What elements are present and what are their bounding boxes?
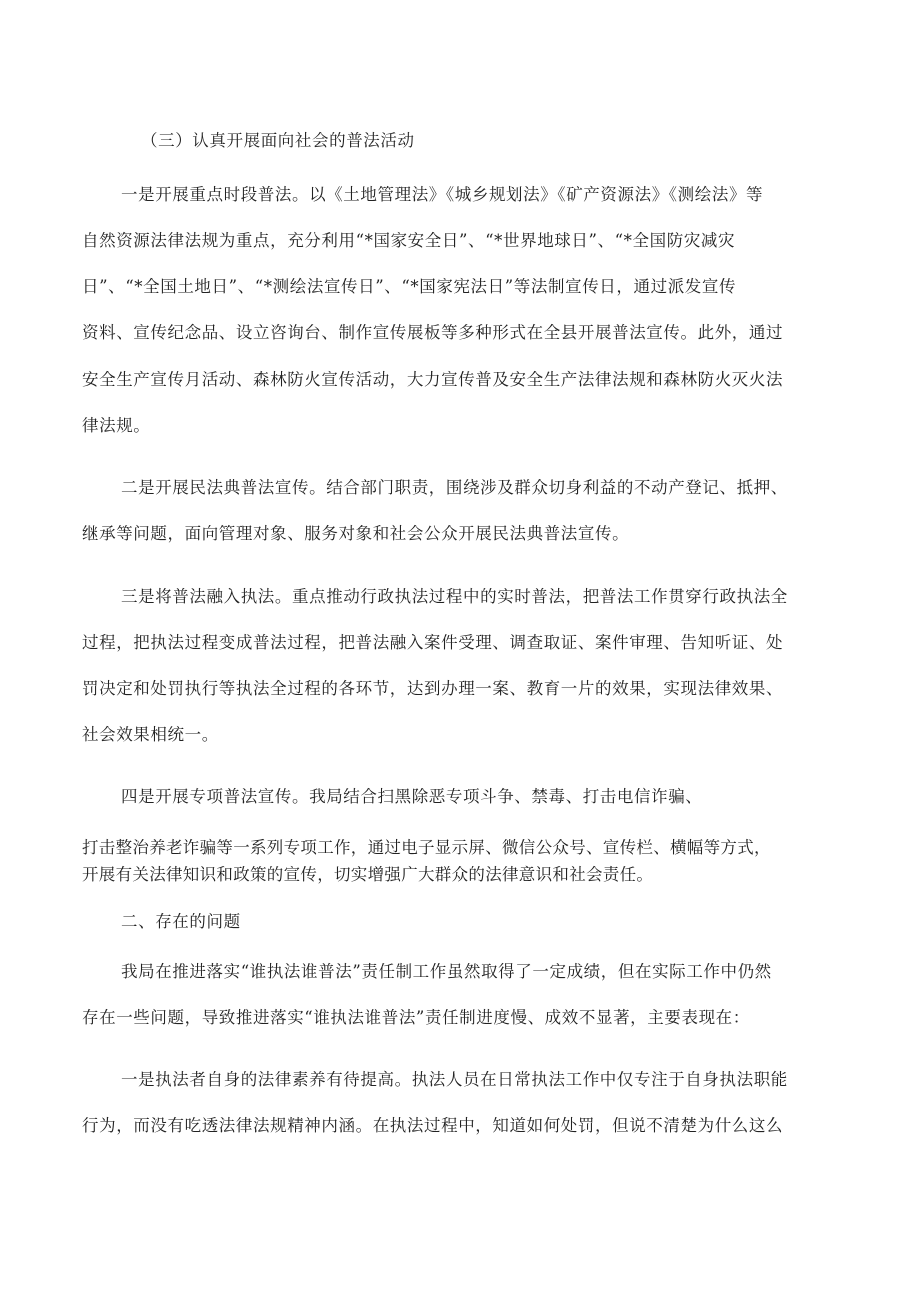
paragraph-line: 我局在推进落实“谁执法谁普法”责任制工作虽然取得了一定成绩，但在实际工作中仍然 [121,962,772,981]
paragraph-line: 继承等问题，面向管理对象、服务对象和社会公众开展民法典普法宣传。 [82,524,630,543]
paragraph-line: 日”、“*全国土地日”、“*测绘法宣传日”、“*国家宪法日”等法制宣传日，通过派发宣传 [82,277,737,296]
paragraph-line: 资料、宣传纪念品、设立咨询台、制作宣传展板等多种形式在全县开展普法宣传。此外，通过 [82,323,784,342]
section-heading-publicity-activities: （三）认真开展面向社会的普法活动 [141,131,415,150]
paragraph-line: 一是开展重点时段普法。以《土地管理法》《城乡规划法》《矿产资源法》《测绘法》等 [121,185,764,204]
paragraph-line: 过程，把执法过程变成普法过程，把普法融入案件受理、调查取证、案件审理、告知听证、处 [82,633,784,652]
paragraph-line: 打击整治养老诈骗等一系列专项工作，通过电子显示屏、微信公众号、宣传栏、横幅等方式， [82,838,771,857]
paragraph-line: 四是开展专项普法宣传。我局结合扫黑除恶专项斗争、禁毒、打击电信诈骗、 [121,787,703,806]
paragraph-line: 自然资源法律法规为重点，充分利用“*国家安全日”、“*世界地球日”、“*全国防灾减灾 [82,231,736,250]
paragraph-line: 存在一些问题，导致推进落实“谁执法谁普法”责任制进度慢、成效不显著，主要表现在： [82,1008,750,1027]
paragraph-line: 三是将普法融入执法。重点推动行政执法过程中的实时普法，把普法工作贯穿行政执法全 [121,587,788,606]
paragraph-line: 安全生产宣传月活动、森林防火宣传活动，大力宣传普及安全生产法律法规和森林防火灭火法 [82,370,784,389]
paragraph-line: 开展有关法律知识和政策的宣传，切实增强广大群众的法律意识和社会责任。 [82,865,654,884]
paragraph-line: 社会效果相统一。 [82,725,219,744]
paragraph-line: 罚决定和处罚执行等执法全过程的各环节，达到办理一案、教育一片的效果，实现法律效果、 [82,679,784,698]
paragraph-line: 二是开展民法典普法宣传。结合部门职责，围绕涉及群众切身利益的不动产登记、抵押、 [121,478,788,497]
paragraph-line: 行为，而没有吃透法律法规精神内涵。在执法过程中，知道如何处罚，但说不清楚为什么这么 [82,1116,784,1135]
paragraph-line: 律法规。 [82,416,151,435]
paragraph-line: 一是执法者自身的法律素养有待提高。执法人员在日常执法工作中仅专注于自身执法职能 [121,1070,788,1089]
section-heading-problems: 二、存在的问题 [121,912,241,931]
